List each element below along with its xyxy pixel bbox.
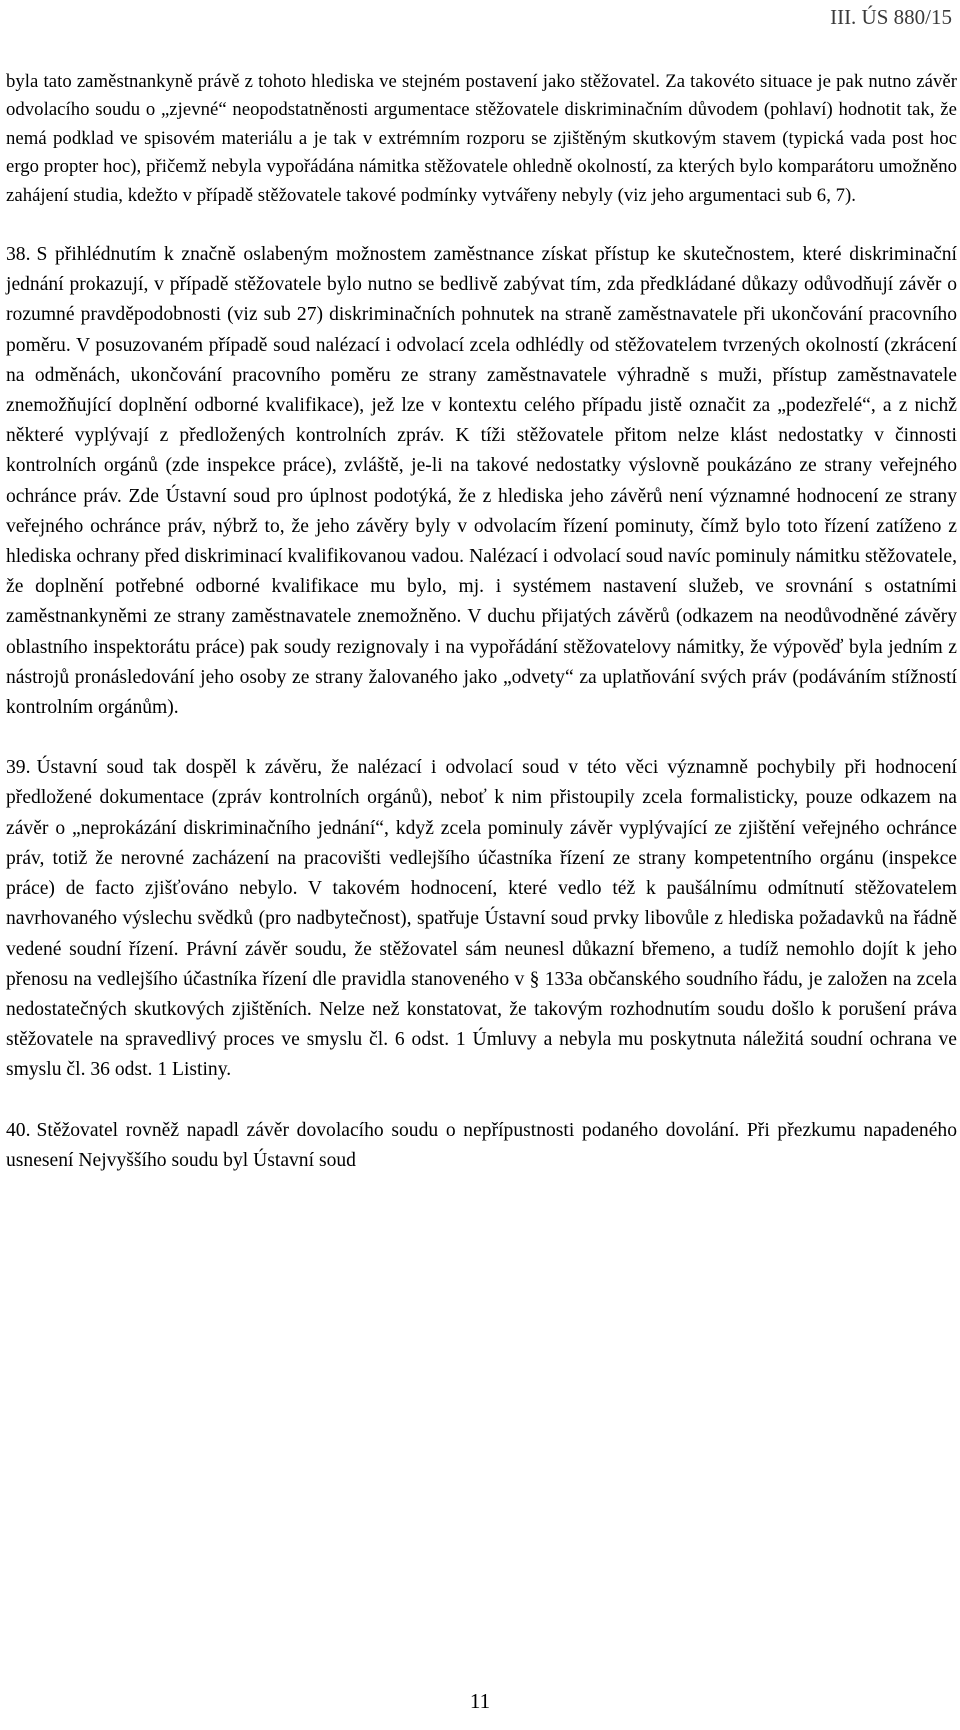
paragraph-continued (6, 68, 957, 210)
paragraph-number: 38. (6, 244, 31, 266)
paragraph-text: S přihlédnutím k značně oslabeným možnostem zaměstnance získat přístup ke skutečnostem, které diskriminační jednání prokazují, v případě stěžovatele bylo nutno se bedlivě zabývat tím, zda předkládané důkazy odůvodňují závěr o rozumné pravděpodobnosti (viz sub 27) diskriminačních pohnutek na straně zaměstnavatele při ukončování pracovního poměru. V posuzovaném případě soud nalézací i odvolací zcela odhlédly od stěžovatelem tvrzených okolností (zkrácení na odměnách, ukončování pracovního poměru ze strany zaměstnavatele výhradně s muži, přístup zaměstnavatele znemožňující doplnění odborné kvalifikace), jež lze v kontextu celého případu jistě označit za „podezřelé“, a z nichž některé vyplývají z předložených kontrolních zpráv. K tíži stěžovatele přitom nelze klást nedostatky v činnosti kontrolních orgánů (zde inspekce práce), zvláště, je-li na takové nedostatky výslovně poukázáno ze strany veřejného ochránce práv. Zde Ústavní soud pro úplnost podotýká, že z hlediska jeho závěrů není významné hodnocení ze strany veřejného ochránce práv, nýbrž to, že jeho závěry byly v odvolacím řízení pominuty, čímž bylo toto řízení zatíženo z hlediska ochrany před diskriminací kvalifikovanou vadou. Nalézací i odvolací soud navíc pominuly námitku stěžovatele, že doplnění potřebné odborné kvalifikace mu bylo, mj. i systémem nastavení služeb, ve srovnání s ostatními zaměstnankyněmi ze strany zaměstnavatele znemožněno. V duchu přijatých závěrů (odkazem na neodůvodněné závěry oblastního inspektorátu práce) pak soudy rezignovaly i na vypořádání stěžovatelovy námitky, že výpověď byla jedním z nástrojů pronásledování jeho osoby ze strany žalovaného jako „odvety“ za uplatňování svých práv (podáváním stížností kontrolním orgánům). (6, 244, 957, 719)
paragraph-40 (6, 1116, 957, 1176)
paragraph-text: byla tato zaměstnankyně právě z tohoto hlediska ve stejném postavení jako stěžovatel. Za takovéto situace je pak nutno závěr odvolacího soudu o „zjevné“ neopodstatněnosti argumentace stěžovatele diskriminačním důvodem (pohlaví) hodnotit tak, že nemá podklad ve spisovém materiálu a je tak v extrémním rozporu se zjištěným skutkovým stavem (typická vada post hoc ergo propter hoc), přičemž nebyla vypořádána námitka stěžovatele ohledně okolností, za kterých bylo komparátoru umožněno zahájení studia, kdežto v případě stěžovatele takové podmínky vytvářeny nebyly (viz jeho argumentaci sub 6, 7). (6, 71, 957, 206)
paragraph-number: 39. (6, 757, 31, 779)
paragraph-text: Stěžovatel rovněž napadl závěr dovolacího soudu o nepřípustnosti podaného dovolání. Při přezkumu napadeného usnesení Nejvyššího soudu byl Ústavní soud (6, 1119, 957, 1171)
case-reference: III. ÚS 880/15 (830, 5, 952, 29)
paragraph-38 (6, 240, 957, 723)
paragraph-39 (6, 753, 957, 1085)
paragraph-text: Ústavní soud tak dospěl k závěru, že nalézací i odvolací soud v této věci významně pochybily při hodnocení předložené dokumentace (zpráv kontrolních orgánů), neboť k nim přistoupily zcela formalisticky, pouze odkazem na závěr o „neprokázání diskriminačního jednání“, když zcela pominuly závěr vyplývající ze zjištění veřejného ochránce práv, totiž že nerovné zacházení na pracovišti vedlejšího účastníka řízení ze strany kompetentního orgánu (inspekce práce) de facto zjišťováno nebylo. V takovém hodnocení, které vedlo též k paušálnímu odmítnutí stěžovatelem navrhovaného výslechu svědků (pro nadbytečnost), spatřuje Ústavní soud prvky libovůle z hlediska požadavků na řádně vedené soudní řízení. Právní závěr soudu, že stěžovatel sám neunesl důkazní břemeno, a tudíž nemohlo dojít k jeho přenosu na vedlejšího účastníka řízení dle pravidla stanoveného v § 133a občanského soudního řádu, je založen na zcela nedostatečných skutkových zjištěních. Nelze než konstatovat, že takovým rozhodnutím soudu došlo k porušení práva stěžovatele na spravedlivý proces ve smyslu čl. 6 odst. 1 Úmluvy a nebyla mu poskytnuta náležitá soudní ochrana ve smyslu čl. 36 odst. 1 Listiny. (6, 757, 957, 1081)
paragraph-number: 40. (6, 1119, 31, 1141)
document-body (6, 68, 957, 1176)
page-number: 11 (469, 1689, 491, 1713)
